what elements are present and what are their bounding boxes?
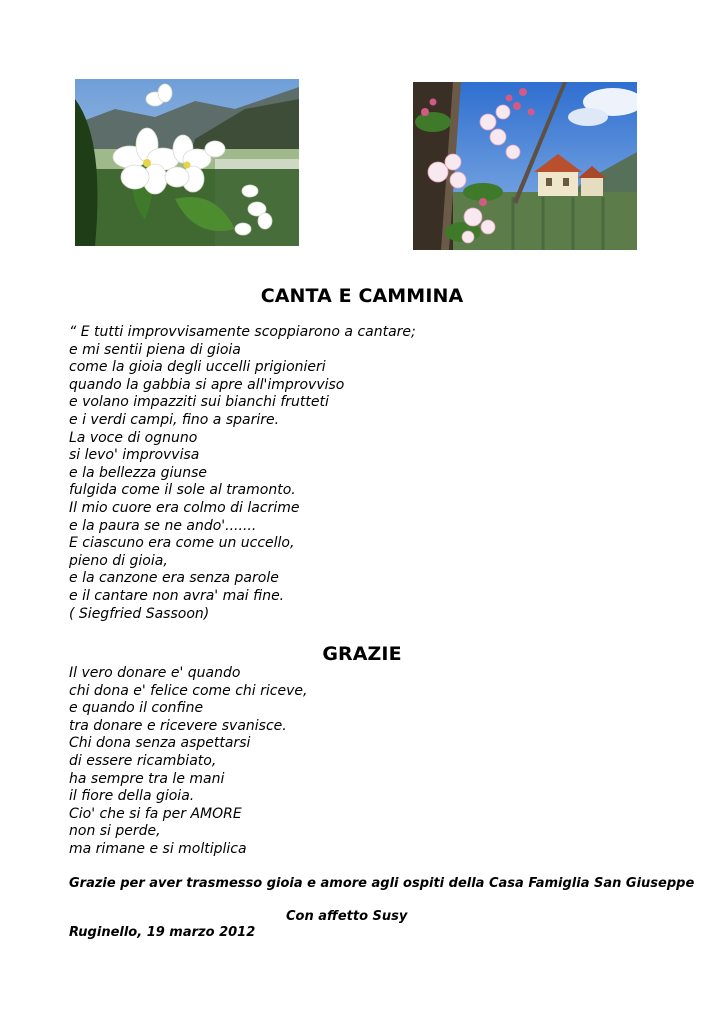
poem-line: chi dona e' felice come chi riceve, [69,682,308,699]
apple-blossom-photo [75,79,299,246]
poem-title-grazie: GRAZIE [322,643,402,665]
blossom-house-orchard-icon [413,82,637,250]
poem-line: La voce di ognuno [69,429,198,446]
poem-line: il fiore della gioia. [69,788,195,805]
poem-line: Il mio cuore era colmo di lacrime [69,499,300,516]
poem-line: si levo' improvvisa [69,447,200,464]
signature: Con affetto Susy [286,909,408,924]
poem-line: quando la gabbia si apre all'improvviso [69,376,345,393]
place-and-date: Ruginello, 19 marzo 2012 [69,925,256,940]
poem-line: Cio' che si fa per AMORE [69,805,242,822]
poem-line: e la canzone era senza parole [69,570,279,587]
poem-line: E ciascuno era come un uccello, [69,535,295,552]
poem-line: Chi dona senza aspettarsi [69,735,251,752]
poem-line: fulgida come il sole al tramonto. [69,482,296,499]
poem-line: e la paura se ne ando'....... [69,517,257,534]
poem-line: e volano impazziti sui bianchi frutteti [69,394,329,411]
poem-line: e la bellezza giunse [69,464,208,481]
poem-line: come la gioia degli uccelli prigionieri [69,359,326,376]
poem-line: “ E tutti improvvisamente scoppiarono a cantare; [69,324,416,340]
poem-canta-e-cammina [69,324,416,623]
poem-line: e i verdi campi, fino a sparire. [69,411,280,428]
poem-line: pieno di gioia, [69,552,168,569]
poem-line: ha sempre tra le mani [69,770,225,787]
poem-grazie [69,665,307,859]
blossom-house-photo [413,82,637,250]
apple-blossom-mountains-icon [75,79,299,246]
poem-title-canta-e-cammina: CANTA E CAMMINA [260,285,464,307]
poem-line: e mi sentii piena di gioia [69,341,241,358]
poem-line: e il cantare non avra' mai fine. [69,587,285,604]
poem-line: Il vero donare e' quando [69,665,241,681]
poem-line: e quando il confine [69,700,204,717]
poem-line: tra donare e ricevere svanisce. [69,717,287,734]
poem-line: ma rimane e si moltiplica [69,840,247,857]
poem-line: non si perde, [69,823,161,840]
thanks-note: Grazie per aver trasmesso gioia e amore agli ospiti della Casa Famiglia San Giuseppe [69,876,695,891]
poem-attribution: ( Siegfried Sassoon) [69,605,210,622]
poem-line: di essere ricambiato, [69,752,217,769]
